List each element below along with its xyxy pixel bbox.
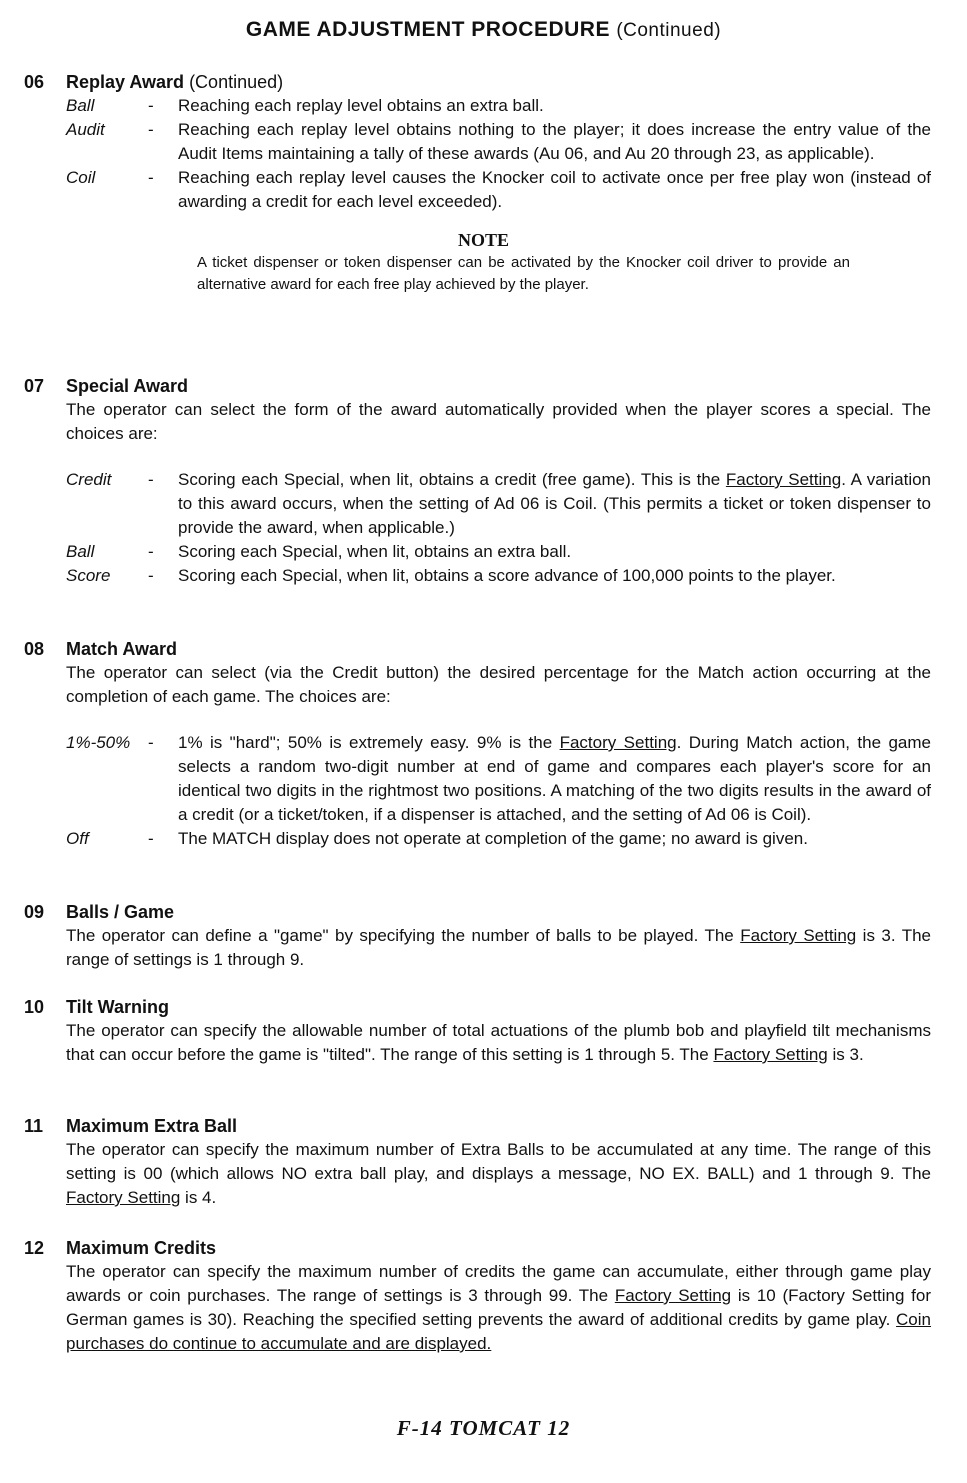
- section-title: [66, 70, 283, 94]
- page-title-text: GAME ADJUSTMENT PROCEDURE: [245, 18, 610, 41]
- section-number: 07: [24, 376, 45, 396]
- section-number: 10: [24, 997, 45, 1017]
- coin-purchase-note: Coin purchases do continue to accumulate and are displayed.: [66, 1310, 931, 1353]
- section-text: [66, 924, 931, 972]
- section-number: 09: [24, 902, 45, 922]
- section-intro: The operator can select the form of the award automatically provided when the player scores a special. The choices are:: [66, 400, 931, 443]
- definition-text: Reaching each replay level obtains nothing to the player; it does increase the entry value of the Audit Items maintaining a tally of these awards (Au 06, and Au 20 through 23, as applicable).: [178, 120, 931, 163]
- section-09: [0, 900, 967, 972]
- definition-text: [178, 731, 931, 827]
- section-heading: [0, 374, 967, 398]
- section-title: Maximum Extra Ball: [66, 1116, 238, 1136]
- section-heading: [0, 900, 967, 924]
- section-text-part: is 3.: [827, 1045, 864, 1064]
- definition-item: [0, 731, 967, 827]
- definition-dash: -: [148, 829, 154, 848]
- section-06: [0, 70, 967, 296]
- definition-text: Reaching each replay level obtains an extra ball.: [178, 96, 544, 115]
- definition-text: The MATCH display does not operate at completion of the game; no award is given.: [178, 829, 808, 848]
- definition-text-part: . During Match action, the game selects a random two-digit number at end of game and compares each player's score for an identical two digits in the rightmost two positions. A matching of the two digits results in the award of a credit (or a ticket/token, if a dispenser is attached, and the setting of Ad 06 is Coil).: [178, 733, 931, 824]
- section-title: Balls / Game: [66, 902, 175, 922]
- factory-setting-term: Factory Setting: [713, 1045, 828, 1064]
- definition-dash: -: [148, 470, 154, 489]
- definition-term: Score: [66, 566, 111, 585]
- section-text-part: The operator can define a "game" by specifying the number of balls to be played. The: [66, 926, 741, 945]
- definition-term: Ball: [66, 542, 95, 561]
- definition-term: 1%-50%: [66, 733, 131, 752]
- factory-setting-term: Factory Setting: [66, 1188, 181, 1207]
- section-number: 06: [24, 72, 45, 92]
- definition-item: [0, 564, 967, 588]
- section-12: [0, 1236, 967, 1356]
- section-text-part: The operator can specify the maximum number of credits the game can accumulate, either through game play awards or coin purchases. The range of settings is 3 through 99. The: [66, 1262, 931, 1305]
- section-text-part: The operator can specify the maximum number of Extra Balls to be accumulated at any time. The range of this setting is 00 (which allows NO extra ball play, and displays a message, NO EX. BALL) and 1 through 9. The: [66, 1140, 931, 1183]
- definition-dash: -: [148, 96, 154, 115]
- section-text-part: is 4.: [180, 1188, 217, 1207]
- section-text-part: The operator can specify the allowable number of total actuations of the plumb bob and playfield tilt mechanisms that can occur before the game is "tilted". The range of this setting is 1 through 5. The: [66, 1021, 931, 1064]
- section-number: 12: [24, 1238, 45, 1258]
- factory-setting-term: Factory Setting: [740, 926, 857, 945]
- definition-text-part: Scoring each Special, when lit, obtains a credit (free game). This is the: [178, 470, 726, 489]
- definition-dash: -: [148, 733, 154, 752]
- factory-setting-term: Factory Setting: [559, 733, 677, 752]
- page-footer: F-14 TOMCAT 12: [396, 1416, 571, 1440]
- section-text-part: is 3. The range of settings is 1 through 9.: [66, 926, 931, 969]
- definition-text: [178, 468, 931, 540]
- definition-term: Audit: [66, 120, 105, 139]
- section-number: 08: [24, 639, 45, 659]
- note-body: A ticket dispenser or token dispenser can be activated by the Knocker coil driver to provide an alternative award for each free play achieved by the player.: [197, 254, 850, 293]
- section-heading: [0, 1114, 967, 1138]
- section-07: [0, 374, 967, 588]
- definition-term: Credit: [66, 470, 112, 489]
- definition-text: Reaching each replay level causes the Knocker coil to activate once per free play won (instead of awarding a credit for each level exceeded).: [178, 168, 931, 211]
- section-heading: [0, 1236, 967, 1260]
- section-title-text: Replay Award: [66, 72, 185, 92]
- section-title: Match Award: [66, 639, 178, 659]
- definition-dash: -: [148, 566, 154, 585]
- section-11: [0, 1114, 967, 1210]
- definition-term: Off: [66, 829, 89, 848]
- section-heading: [0, 995, 967, 1019]
- section-title: Maximum Credits: [66, 1238, 217, 1258]
- factory-setting-term: Factory Setting: [725, 470, 842, 489]
- definition-dash: -: [148, 168, 154, 187]
- section-text: [66, 1138, 931, 1210]
- section-intro: The operator can select (via the Credit button) the desired percentage for the Match action occurring at the completion of each game. The choices are:: [66, 663, 931, 706]
- page-title-continued: (Continued): [616, 20, 722, 41]
- definition-item: [0, 827, 967, 851]
- definition-text-part: . A variation to this award occurs, when the setting of Ad 06 is Coil. (This permits a ticket or token dispenser to provide the award, when applicable.): [178, 470, 932, 537]
- definition-dash: -: [148, 542, 154, 561]
- factory-setting-term: Factory Setting: [614, 1286, 732, 1305]
- definition-term: Coil: [66, 168, 96, 187]
- definition-item: [0, 540, 967, 564]
- section-heading: [0, 637, 967, 661]
- definition-term: Ball: [66, 96, 95, 115]
- definition-dash: -: [148, 120, 154, 139]
- section-text-part: is 10 (Factory Setting for German games is 30). Reaching the specified setting prevents the award of additional credits by game play.: [66, 1286, 932, 1329]
- definition-item: [0, 468, 967, 540]
- page-title: [0, 18, 967, 43]
- section-title: Tilt Warning: [66, 997, 169, 1017]
- section-text: [66, 1260, 931, 1356]
- section-heading: [0, 70, 967, 94]
- definition-text: Scoring each Special, when lit, obtains a score advance of 100,000 points to the player.: [178, 566, 836, 585]
- definition-text: Scoring each Special, when lit, obtains an extra ball.: [178, 542, 572, 561]
- section-number: 11: [24, 1116, 44, 1136]
- definition-text-part: 1% is "hard"; 50% is extremely easy. 9% is the: [178, 733, 560, 752]
- section-10: [0, 995, 967, 1067]
- definition-item: [0, 118, 967, 166]
- section-title-continued: (Continued): [189, 72, 284, 92]
- definition-item: [0, 94, 967, 118]
- definition-item: [0, 166, 967, 214]
- section-08: [0, 637, 967, 851]
- section-text: [66, 1019, 931, 1067]
- note-title: NOTE: [457, 230, 509, 250]
- section-title: Special Award: [66, 376, 189, 396]
